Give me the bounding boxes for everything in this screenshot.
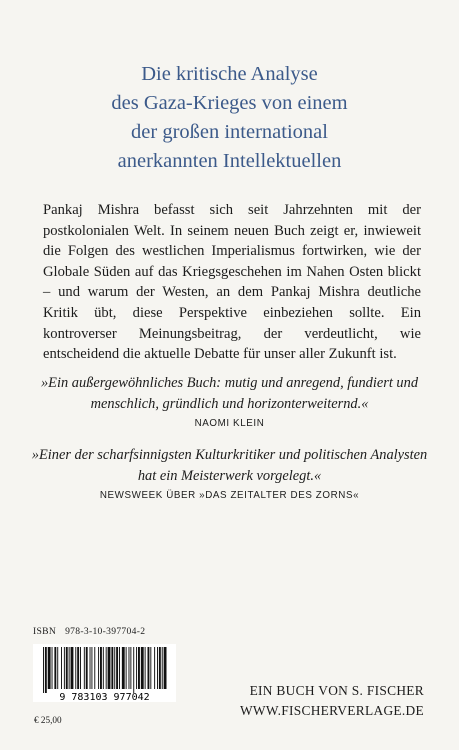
barcode-bar	[100, 647, 102, 689]
barcode-bar	[159, 647, 161, 689]
review-quote-2	[30, 445, 429, 504]
barcode-bar	[150, 647, 151, 689]
barcode-bar	[130, 647, 131, 689]
publisher-website: WWW.FISCHERVERLAGE.DE	[239, 702, 424, 718]
barcode-bar	[64, 647, 65, 689]
barcode-bar	[91, 647, 92, 689]
book-blurb: Pankaj Mishra befasst sich seit Jahrzehnten mit der postkolonialen Welt. In seinem neuen Buch zeigt er, inwieweit die Folgen des westlichen Imperialismus fortwirken, wie der Globale Süden auf das Kriegsgeschehen im Nahen Osten blickt – und warum der Westen, an dem Pankaj Mishra deutliche Kritik übt, diese Perspektive einbeziehen sollte. Ein kontroverser Meinungsbeitrag, der verdeutlicht, wie entscheidend die aktuelle Debatte für unser aller Zukunft ist.	[43, 202, 421, 363]
barcode-bar	[145, 647, 146, 689]
publisher-info	[240, 681, 424, 720]
barcode-bar	[157, 647, 158, 689]
barcode-bar	[114, 647, 115, 689]
review-quote-1	[30, 373, 429, 432]
barcode-bar	[138, 647, 140, 689]
headline-line-2: des Gaza-Krieges von einem	[111, 92, 348, 114]
barcode-bar	[71, 647, 74, 689]
price: € 25,00	[34, 715, 62, 725]
barcode-bar	[94, 647, 95, 689]
barcode-bar	[69, 647, 70, 689]
barcode-bar	[66, 647, 68, 689]
barcode-bar	[106, 647, 107, 689]
barcode-bar	[48, 647, 51, 689]
barcode-bar	[111, 647, 113, 689]
review-quote-text: »Ein außergewöhnliches Buch: mutig und anregend, fundiert und menschlich, gründlich und horizonterweiternd.«	[40, 375, 419, 412]
barcode-bar	[116, 647, 118, 689]
barcode-bar	[84, 647, 85, 689]
barcode	[33, 644, 176, 702]
barcode-bar	[86, 647, 88, 689]
headline-line-3: der großen international	[131, 121, 328, 143]
barcode-bar	[90, 647, 91, 689]
review-quote-source: NEWSWEEK ÜBER »DAS ZEITALTER DES ZORNS«	[99, 490, 360, 502]
barcode-bar	[129, 647, 130, 689]
isbn-label: ISBN	[33, 626, 57, 637]
review-quote-source: NAOMI KLEIN	[194, 418, 265, 430]
isbn	[33, 626, 145, 637]
barcode-bar	[77, 647, 79, 689]
barcode-bar	[57, 647, 58, 689]
review-quote-text: »Einer der scharfsinnigsten Kulturkritiker und politischen Analysten hat ein Meisterwerk vorgelegt.«	[31, 447, 428, 484]
barcode-bar	[148, 647, 150, 689]
barcode-bar	[103, 647, 104, 689]
barcode-bar	[162, 647, 163, 689]
isbn-number: 978-3-10-397704-2	[65, 626, 146, 637]
barcode-bar	[141, 647, 144, 689]
barcode-bar	[154, 647, 155, 689]
barcode-bar	[119, 647, 120, 689]
barcode-bar	[136, 647, 137, 689]
barcode-digits: 9 783103 977042	[59, 692, 150, 702]
barcode-bar	[43, 647, 44, 693]
barcode-bar	[61, 647, 62, 689]
barcode-bar	[52, 647, 53, 689]
barcode-bar	[98, 647, 99, 689]
barcode-bar	[122, 647, 125, 689]
headline-line-1: Die kritische Analyse	[141, 63, 318, 85]
barcode-bar	[108, 647, 111, 689]
barcode-graphic	[33, 644, 176, 702]
publisher-name: EIN BUCH VON S. FISCHER	[249, 683, 424, 698]
barcode-bar	[80, 647, 81, 689]
barcode-bar	[133, 647, 134, 693]
headline-line-4: anerkannten Intellektuellen	[117, 150, 342, 172]
headline	[20, 60, 439, 176]
barcode-bar	[126, 647, 127, 689]
barcode-bar	[54, 647, 56, 689]
barcode-bar	[164, 647, 167, 689]
barcode-bar	[45, 647, 47, 693]
barcode-bar	[75, 647, 76, 689]
